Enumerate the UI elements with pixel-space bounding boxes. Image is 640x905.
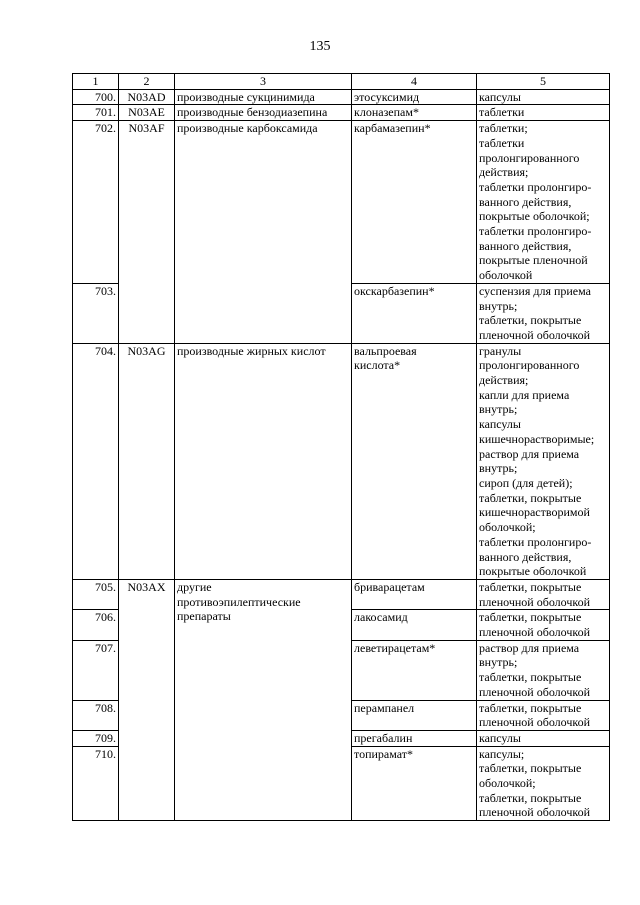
column-header: 3 (175, 74, 352, 90)
column-header: 5 (477, 74, 610, 90)
row-number: 705. (73, 579, 119, 609)
dosage-forms (477, 640, 610, 700)
dosage-forms-text: таблетки; таблетки пролонгированного действия; таблетки пролонгиро- ванного действия, покрытые оболочкой; таблетки пролонгиро- ванного действия, покрытые пленочной оболочкой (479, 121, 592, 283)
page-number: 135 (309, 39, 331, 54)
dosage-forms: капсулы (477, 89, 610, 105)
row-number: 707. (73, 640, 119, 700)
row-number: 703. (73, 283, 119, 343)
row-number: 701. (73, 105, 119, 121)
row-number: 700. (73, 89, 119, 105)
dosage-forms-text: таблетки, покрытые пленочной оболочкой (479, 579, 591, 609)
group-name-text: другие противоэпилептические препараты (177, 579, 301, 624)
drug-name: леветирацетам* (352, 640, 477, 700)
dosage-forms-text: таблетки, покрытые пленочной оболочкой (479, 700, 591, 730)
drug-name-text: вальпроевая кислота* (354, 343, 417, 373)
drug-name (352, 343, 477, 579)
group-name: производные бензодиазепина (175, 105, 352, 121)
row-number: 709. (73, 730, 119, 746)
group-name: производные карбоксамида (175, 121, 352, 344)
atc-code: N03AX (119, 579, 175, 820)
dosage-forms-text: таблетки, покрытые пленочной оболочкой (479, 610, 591, 640)
atc-code: N03AD (119, 89, 175, 105)
drug-name: прегабалин (352, 730, 477, 746)
drug-name: лакосамид (352, 610, 477, 640)
drug-name: бриварацетам (352, 579, 477, 609)
dosage-forms-text: гранулы пролонгированного действия; капли для приема внутрь; капсулы кишечнорастворимые; раствор для приема внутрь; сироп (для детей); таблетки, покрытые кишечнорастворимой оболочкой; таблетки пролонгиро- ванного действия, покрытые оболочкой (479, 343, 595, 579)
header-row (73, 74, 610, 90)
dosage-forms: капсулы (477, 730, 610, 746)
dosage-forms (477, 579, 610, 609)
drug-name: топирамат* (352, 746, 477, 821)
column-header: 1 (73, 74, 119, 90)
dosage-forms (477, 343, 610, 579)
table-row (73, 105, 610, 121)
group-name (175, 579, 352, 820)
atc-code: N03AG (119, 343, 175, 579)
drug-table (72, 73, 610, 821)
row-number: 702. (73, 121, 119, 284)
table-row (73, 343, 610, 579)
drug-name: этосуксимид (352, 89, 477, 105)
row-number: 706. (73, 610, 119, 640)
dosage-forms (477, 283, 610, 343)
dosage-forms-text: суспензия для приема внутрь; таблетки, покрытые пленочной оболочкой (479, 283, 591, 342)
row-number: 708. (73, 700, 119, 730)
group-name: производные жирных кислот (175, 343, 352, 579)
drug-name: перампанел (352, 700, 477, 730)
dosage-forms-text: раствор для приема внутрь; таблетки, покрытые пленочной оболочкой (479, 640, 591, 699)
group-name: производные сукцинимида (175, 89, 352, 105)
atc-code: N03AF (119, 121, 175, 344)
dosage-forms-text: капсулы; таблетки, покрытые оболочкой; таблетки, покрытые пленочной оболочкой (479, 746, 591, 820)
dosage-forms (477, 610, 610, 640)
drug-name: окскарбазепин* (352, 283, 477, 343)
column-header: 4 (352, 74, 477, 90)
drug-name: карбамазепин* (352, 121, 477, 284)
dosage-forms (477, 746, 610, 821)
dosage-forms (477, 700, 610, 730)
atc-code: N03AE (119, 105, 175, 121)
drug-name: клоназепам* (352, 105, 477, 121)
dosage-forms (477, 121, 610, 284)
row-number: 710. (73, 746, 119, 821)
table-row (73, 579, 610, 609)
table-row (73, 89, 610, 105)
row-number: 704. (73, 343, 119, 579)
dosage-forms: таблетки (477, 105, 610, 121)
column-header: 2 (119, 74, 175, 90)
table-row (73, 121, 610, 284)
